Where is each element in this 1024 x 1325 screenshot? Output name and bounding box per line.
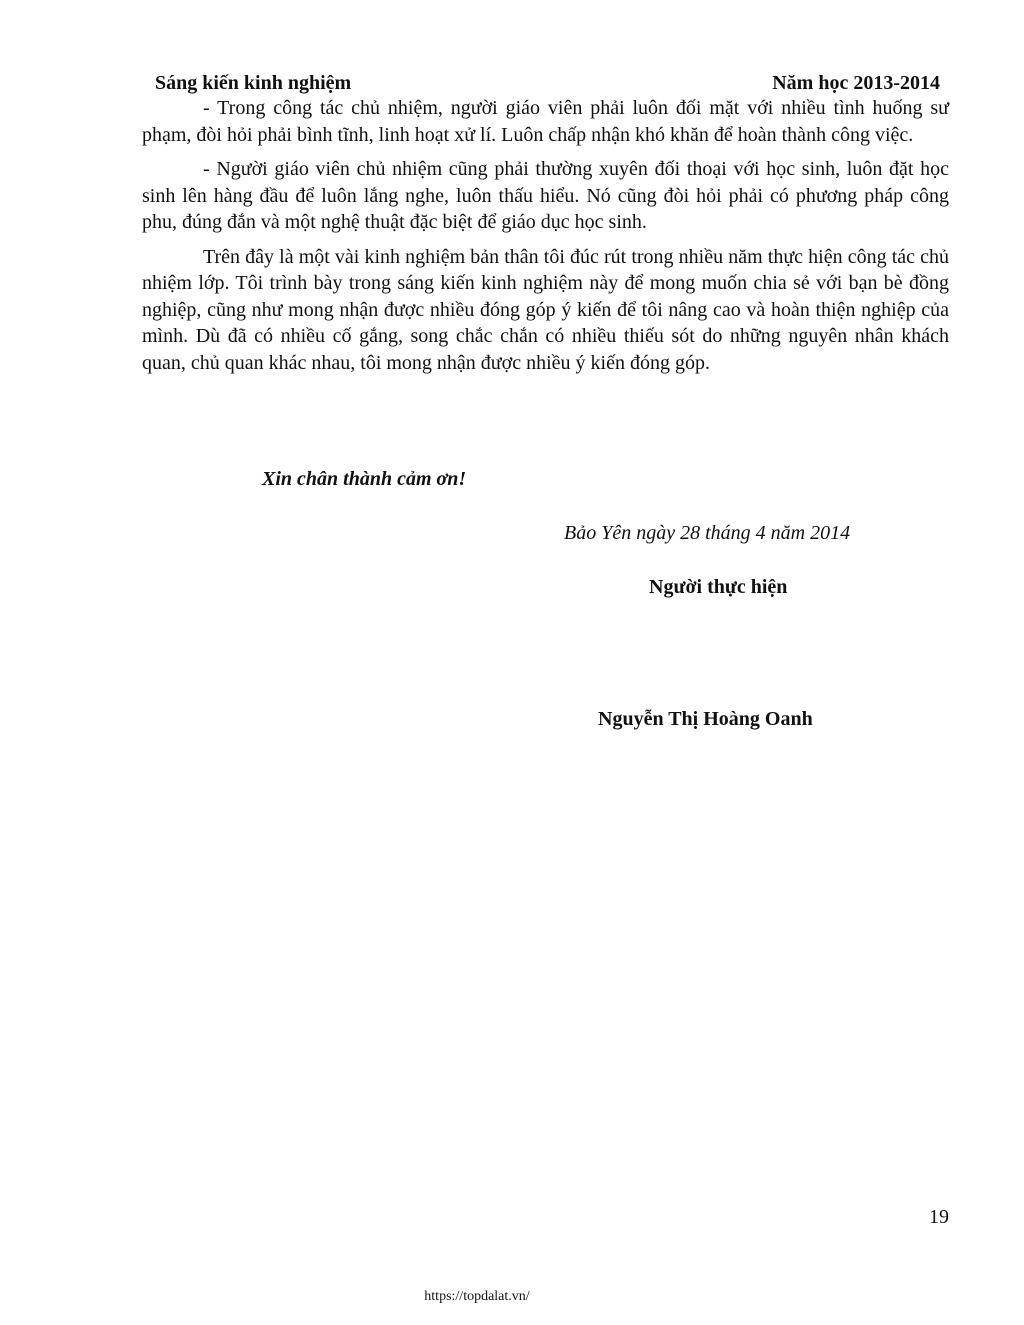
header-school-year: Năm học 2013-2014 [772,72,940,94]
page-number: 19 [929,1206,949,1228]
paragraph-3: Trên đây là một vài kinh nghiệm bản thân tôi đúc rút trong nhiều năm thực hiện công tác chủ nhiệm lớp. Tôi trình bày trong sáng kiến kinh nghiệm này để mong muốn chia sẻ với bạn bè đồng nghiệp, cũng như mong nhận được nhiều đóng góp ý kiến để tôi nâng cao và hoàn thiện nghiệp của mình. Dù đã có nhiều cố gắng, song chắc chắn có nhiều thiếu sót do những nguyên nhân khách quan, chủ quan khác nhau, tôi mong nhận được nhiều ý kiến đóng góp. [142,245,949,374]
footer-url-link[interactable]: https://topdalat.vn/ [424,1289,530,1304]
body-text [142,95,949,384]
closing-thanks: Xin chân thành cảm ơn! [262,468,467,490]
place-date: Bảo Yên ngày 28 tháng 4 năm 2014 [564,522,851,544]
page-header [155,70,940,96]
paragraph-2: - Người giáo viên chủ nhiệm cũng phải thường xuyên đối thoại với học sinh, luôn đặt học sinh lên hàng đầu để luôn lắng nghe, luôn thấu hiểu. Nó cũng đòi hỏi phải có phương pháp công phu, đúng đắn và một nghệ thuật đặc biệt để giáo dục học sinh. [142,158,949,233]
paragraph-1: - Trong công tác chủ nhiệm, người giáo viên phải luôn đối mặt với nhiều tình huống sư phạm, đòi hỏi phải bình tĩnh, linh hoạt xử lí. Luôn chấp nhận khó khăn để hoàn thành công việc. [142,97,949,146]
signer-title: Người thực hiện [649,576,788,598]
header-title: Sáng kiến kinh nghiệm [155,72,352,94]
signer-name: Nguyễn Thị Hoàng Oanh [598,708,813,730]
